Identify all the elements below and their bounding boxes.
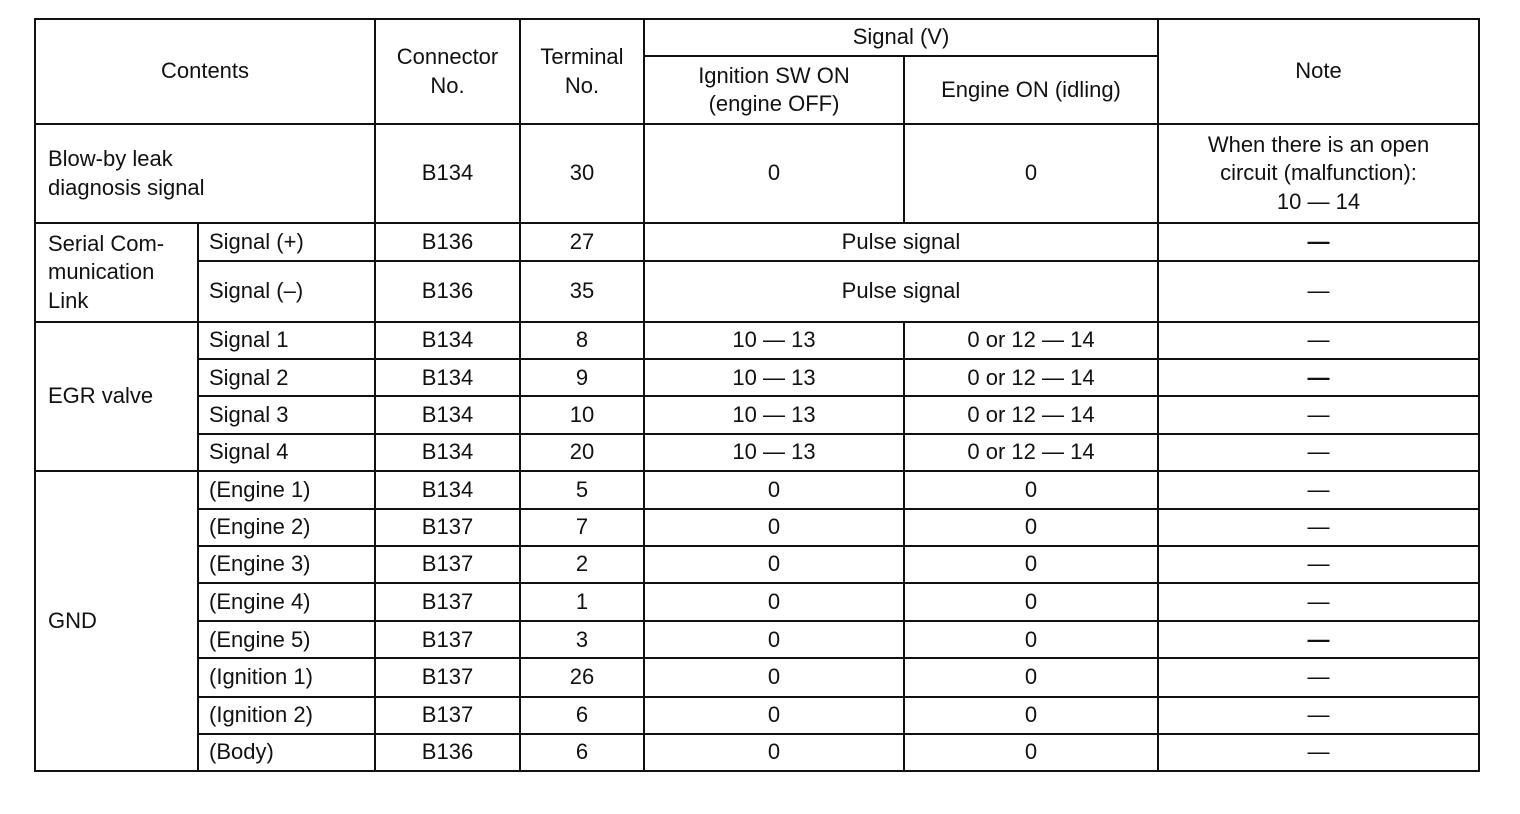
- cell-terminal: 2: [520, 546, 644, 583]
- cell-connector: B134: [375, 471, 520, 509]
- header-connector: Connector No.: [375, 19, 520, 124]
- cell-terminal: 8: [520, 322, 644, 359]
- cell-engine-on: 0: [904, 546, 1158, 583]
- cell-note: —: [1158, 322, 1479, 359]
- cell-ignition-on: 10 — 13: [644, 396, 904, 433]
- cell-connector: B136: [375, 734, 520, 771]
- cell-note: —: [1158, 734, 1479, 771]
- cell-ignition-on: 0: [644, 697, 904, 734]
- cell-note: —: [1158, 261, 1479, 322]
- cell-engine-on: 0 or 12 — 14: [904, 322, 1158, 359]
- cell-terminal: 7: [520, 509, 644, 546]
- table-row: [35, 322, 1479, 359]
- table-row: [35, 697, 1479, 734]
- table-row: [35, 124, 1479, 222]
- cell-engine-on: 0: [904, 583, 1158, 621]
- label-serial: Serial Com- munication Link: [35, 223, 198, 322]
- cell-connector: B137: [375, 546, 520, 583]
- cell-ignition-on: 10 — 13: [644, 434, 904, 471]
- header-engine-on: Engine ON (idling): [904, 56, 1158, 124]
- cell-engine-on: 0 or 12 — 14: [904, 396, 1158, 433]
- cell-ignition-on: 10 — 13: [644, 359, 904, 396]
- label-blowby: Blow-by leak diagnosis signal: [35, 124, 375, 222]
- cell-terminal: 27: [520, 223, 644, 261]
- header-terminal: Terminal No.: [520, 19, 644, 124]
- cell-signal: Pulse signal: [644, 223, 1158, 261]
- cell-signal: Pulse signal: [644, 261, 1158, 322]
- cell-engine-on: 0: [904, 509, 1158, 546]
- cell-terminal: 3: [520, 621, 644, 658]
- table-row: [35, 223, 1479, 261]
- header-note: Note: [1158, 19, 1479, 124]
- cell-note: —: [1158, 396, 1479, 433]
- cell-sub: Signal 3: [198, 396, 375, 433]
- cell-engine-on: 0: [904, 658, 1158, 696]
- table-row: [35, 734, 1479, 771]
- cell-note: —: [1158, 658, 1479, 696]
- cell-engine-on: 0: [904, 621, 1158, 658]
- cell-ignition-on: 0: [644, 124, 904, 222]
- cell-connector: B134: [375, 359, 520, 396]
- signal-table: [34, 18, 1480, 772]
- cell-ignition-on: 0: [644, 471, 904, 509]
- cell-sub: Signal 1: [198, 322, 375, 359]
- cell-connector: B137: [375, 658, 520, 696]
- cell-sub: (Engine 1): [198, 471, 375, 509]
- cell-sub: (Engine 2): [198, 509, 375, 546]
- cell-sub: (Ignition 2): [198, 697, 375, 734]
- cell-terminal: 10: [520, 396, 644, 433]
- cell-connector: B137: [375, 697, 520, 734]
- cell-sub: Signal 2: [198, 359, 375, 396]
- cell-terminal: 6: [520, 697, 644, 734]
- label-gnd: GND: [35, 471, 198, 771]
- cell-sub: Signal 4: [198, 434, 375, 471]
- cell-sub: (Engine 3): [198, 546, 375, 583]
- cell-ignition-on: 0: [644, 658, 904, 696]
- cell-engine-on: 0: [904, 471, 1158, 509]
- cell-sub: (Engine 4): [198, 583, 375, 621]
- table-row: [35, 583, 1479, 621]
- cell-note: —: [1158, 223, 1479, 261]
- cell-ignition-on: 0: [644, 734, 904, 771]
- table-row: [35, 396, 1479, 433]
- table-row: [35, 658, 1479, 696]
- header-ignition-on: Ignition SW ON (engine OFF): [644, 56, 904, 124]
- cell-ignition-on: 0: [644, 583, 904, 621]
- cell-note: —: [1158, 621, 1479, 658]
- cell-terminal: 26: [520, 658, 644, 696]
- cell-engine-on: 0 or 12 — 14: [904, 359, 1158, 396]
- cell-sub: (Body): [198, 734, 375, 771]
- cell-engine-on: 0 or 12 — 14: [904, 434, 1158, 471]
- cell-terminal: 20: [520, 434, 644, 471]
- cell-sub: (Engine 5): [198, 621, 375, 658]
- cell-connector: B136: [375, 223, 520, 261]
- table-row: [35, 261, 1479, 322]
- cell-note: —: [1158, 583, 1479, 621]
- cell-connector: B134: [375, 396, 520, 433]
- cell-connector: B134: [375, 434, 520, 471]
- cell-note: —: [1158, 359, 1479, 396]
- cell-note: —: [1158, 697, 1479, 734]
- cell-terminal: 6: [520, 734, 644, 771]
- cell-terminal: 1: [520, 583, 644, 621]
- cell-ignition-on: 0: [644, 621, 904, 658]
- table-row: [35, 359, 1479, 396]
- table-row: [35, 546, 1479, 583]
- label-egr: EGR valve: [35, 322, 198, 471]
- cell-note: —: [1158, 434, 1479, 471]
- cell-connector: B136: [375, 261, 520, 322]
- cell-sub: Signal (+): [198, 223, 375, 261]
- table-row: [35, 621, 1479, 658]
- cell-terminal: 9: [520, 359, 644, 396]
- cell-ignition-on: 10 — 13: [644, 322, 904, 359]
- cell-note: —: [1158, 509, 1479, 546]
- cell-engine-on: 0: [904, 697, 1158, 734]
- cell-connector: B134: [375, 322, 520, 359]
- cell-sub: (Ignition 1): [198, 658, 375, 696]
- cell-note: —: [1158, 471, 1479, 509]
- cell-sub: Signal (–): [198, 261, 375, 322]
- cell-connector: B137: [375, 509, 520, 546]
- cell-terminal: 30: [520, 124, 644, 222]
- cell-connector: B137: [375, 583, 520, 621]
- cell-ignition-on: 0: [644, 509, 904, 546]
- table-row: [35, 471, 1479, 509]
- header-contents: Contents: [35, 19, 375, 124]
- header-signal: Signal (V): [644, 19, 1158, 56]
- cell-note: When there is an open circuit (malfunction): 10 — 14: [1158, 124, 1479, 222]
- cell-terminal: 5: [520, 471, 644, 509]
- cell-engine-on: 0: [904, 734, 1158, 771]
- cell-connector: B137: [375, 621, 520, 658]
- table-row: [35, 434, 1479, 471]
- cell-ignition-on: 0: [644, 546, 904, 583]
- table-row: [35, 509, 1479, 546]
- cell-note: —: [1158, 546, 1479, 583]
- cell-engine-on: 0: [904, 124, 1158, 222]
- cell-connector: B134: [375, 124, 520, 222]
- cell-terminal: 35: [520, 261, 644, 322]
